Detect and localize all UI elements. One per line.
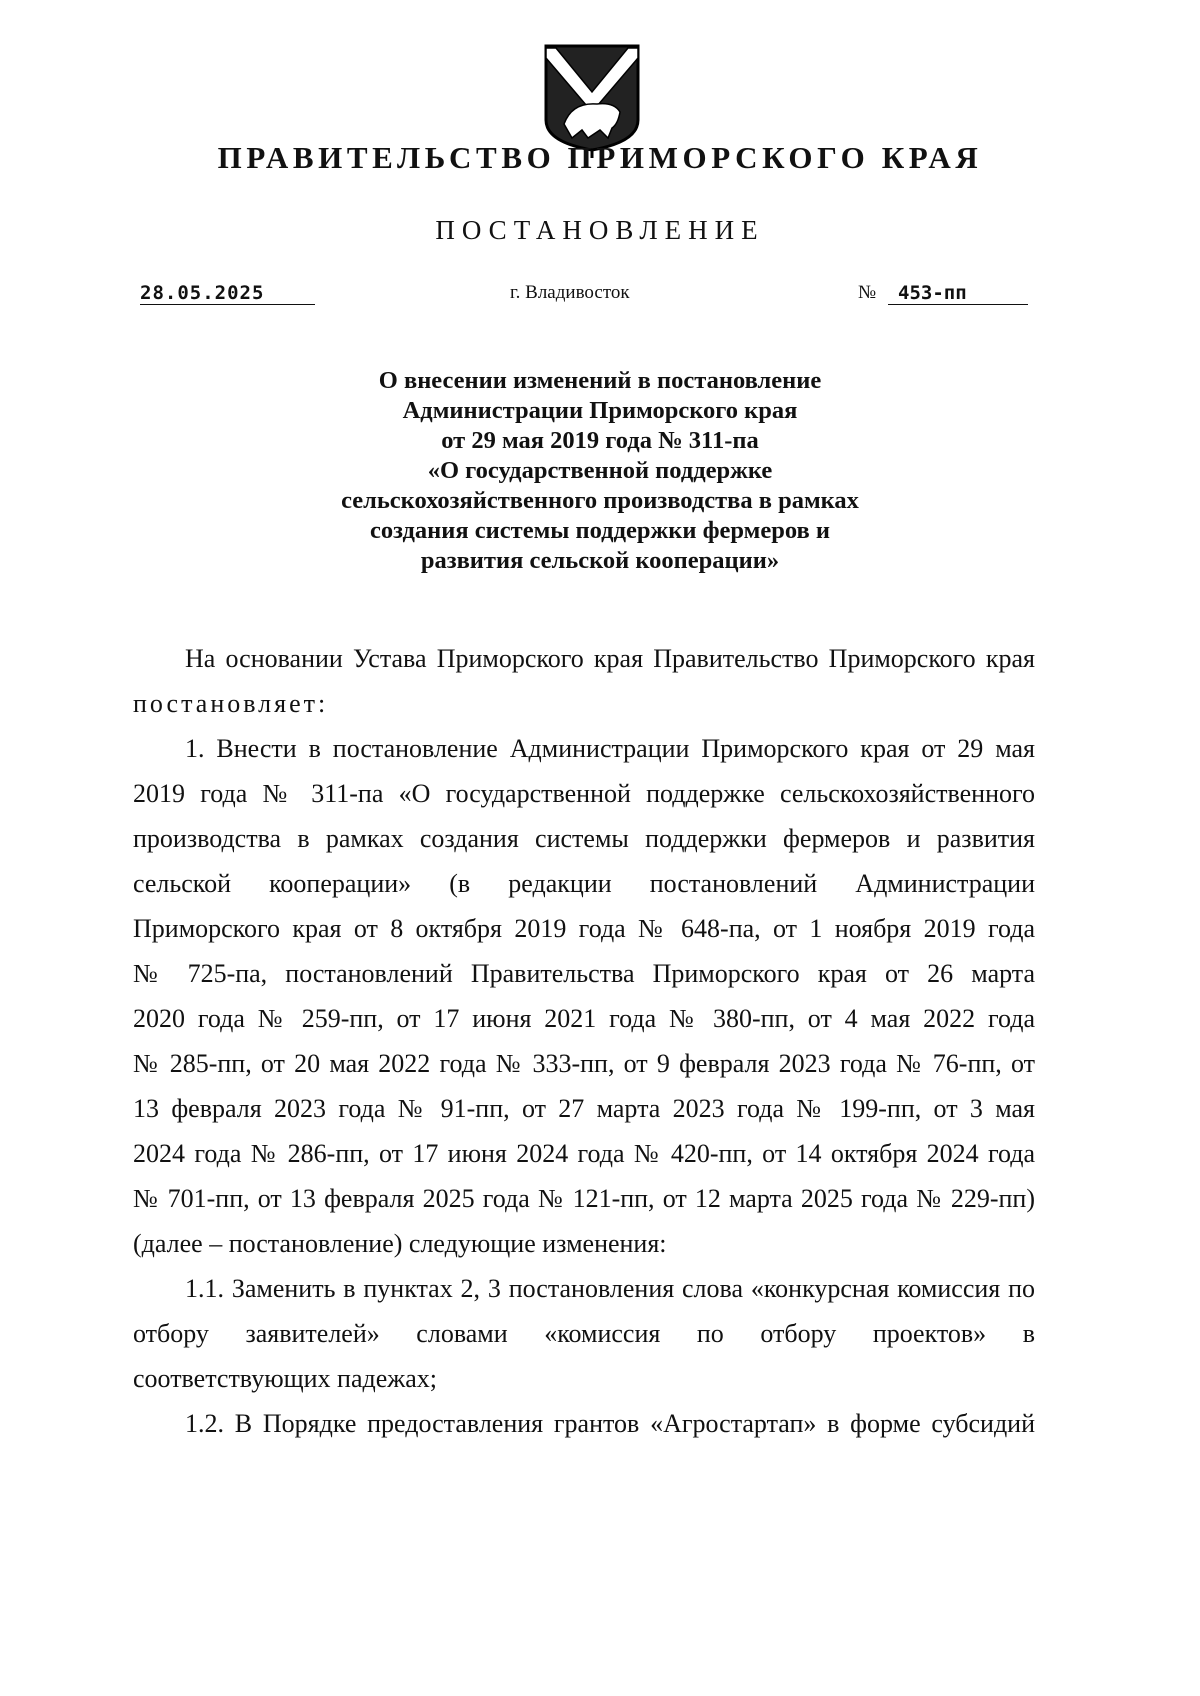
body-line: № 725-па, постановлений Правительства Приморского края от 26 марта: [133, 959, 1035, 988]
title-line: Администрации Приморского края: [402, 397, 798, 424]
body-line: 2024 года № 286-пп, от 17 июня 2024 года № 420-пп, от 14 октября 2024 года: [133, 1139, 1035, 1168]
document-date: 28.05.2025: [140, 282, 315, 305]
body-line: 1.1. Заменить в пунктах 2, 3 постановления слова «конкурсная комиссия по: [185, 1274, 1035, 1303]
body-line: постановляет:: [133, 689, 329, 718]
body-line: 13 февраля 2023 года № 91-пп, от 27 марта 2023 года № 199-пп, от 3 мая: [133, 1094, 1035, 1123]
body-line: № 701-пп, от 13 февраля 2025 года № 121-пп, от 12 марта 2025 года № 229-пп): [133, 1184, 1035, 1213]
document-type: ПОСТАНОВЛЕНИЕ: [435, 215, 765, 245]
body-line: № 285-пп, от 20 мая 2022 года № 333-пп, от 9 февраля 2023 года № 76-пп, от: [133, 1049, 1035, 1078]
body-line: производства в рамках создания системы поддержки фермеров и развития: [133, 824, 1035, 853]
body-line: 1.2. В Порядке предоставления грантов «Агростартап» в форме субсидий: [185, 1409, 1035, 1438]
document-number: 453-пп: [888, 282, 1028, 305]
document-title: [0, 366, 1200, 576]
body-line: Приморского края от 8 октября 2019 года № 648-па, от 1 ноября 2019 года: [133, 914, 1035, 943]
title-line: создания системы поддержки фермеров и: [370, 517, 830, 544]
title-line: от 29 мая 2019 года № 311-па: [441, 427, 759, 454]
number-label: №: [858, 282, 877, 303]
body-line: 2020 года № 259-пп, от 17 июня 2021 года № 380-пп, от 4 мая 2022 года: [133, 1004, 1035, 1033]
government-name: ПРАВИТЕЛЬСТВО ПРИМОРСКОГО КРАЯ: [217, 140, 983, 175]
title-line: развития сельской кооперации»: [420, 547, 780, 574]
document-city: г. Владивосток: [510, 282, 630, 303]
title-line: сельскохозяйственного производства в рамках: [341, 487, 859, 514]
body-line: сельской кооперации» (в редакции постановлений Администрации: [133, 869, 1035, 898]
body-line: На основании Устава Приморского края Правительство Приморского края: [185, 644, 1035, 673]
body-line: отбору заявителей» словами «комиссия по отбору проектов» в: [133, 1319, 1035, 1348]
body-line: 1. Внести в постановление Администрации Приморского края от 29 мая: [185, 734, 1035, 763]
title-line: О внесении изменений в постановление: [378, 367, 822, 394]
body-line: (далее – постановление) следующие изменения:: [133, 1229, 667, 1258]
document-body: [133, 636, 1035, 1446]
title-line: «О государственной поддержке: [427, 457, 773, 484]
body-line: 2019 года № 311-па «О государственной поддержке сельскохозяйственного: [133, 779, 1035, 808]
body-line: соответствующих падежах;: [133, 1364, 438, 1393]
